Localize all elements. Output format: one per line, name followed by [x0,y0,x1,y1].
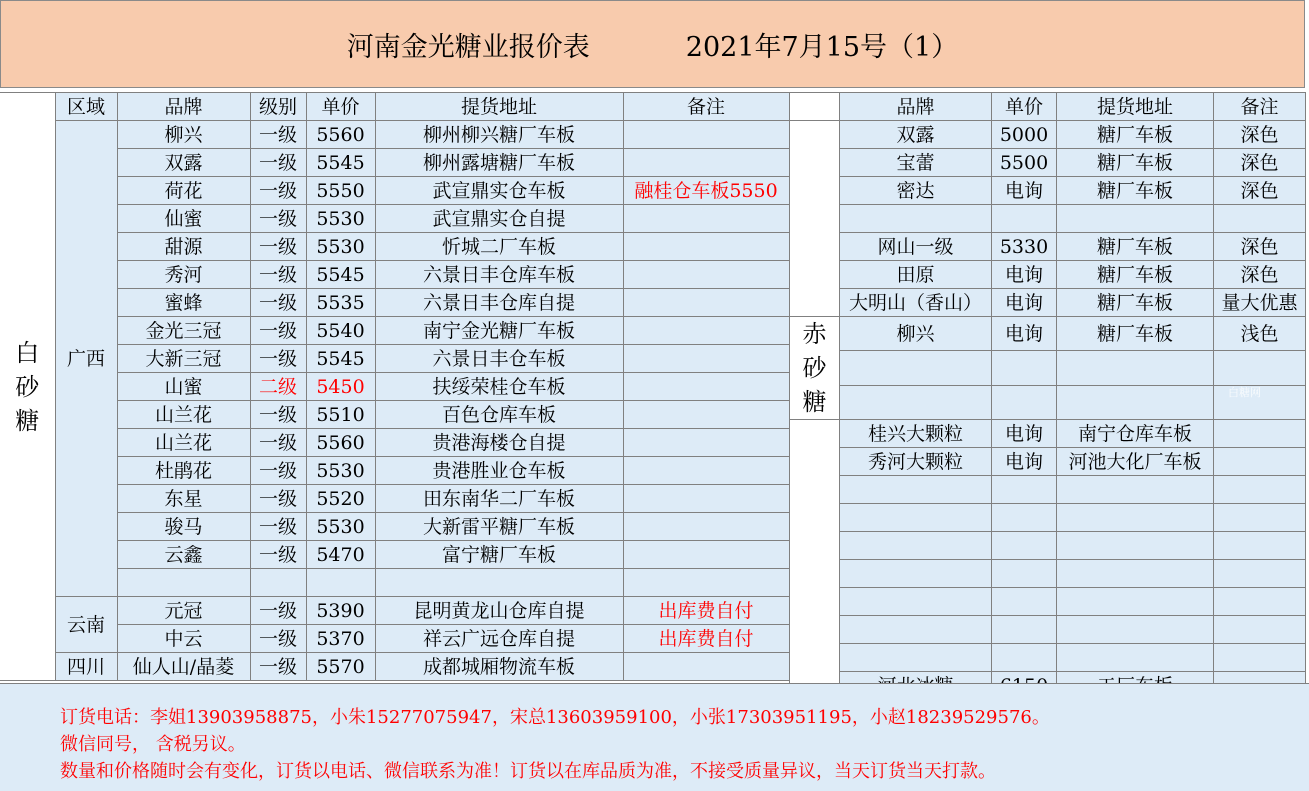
price-cell: 5545 [306,261,375,289]
red-price-cell: 5500 [992,149,1057,177]
brand-cell: 仙人山/晶菱 [117,653,250,681]
note-cell: 出库费自付 [623,625,789,653]
note-cell [623,541,789,569]
price-cell: 5510 [306,401,375,429]
red-note-cell [1214,588,1306,616]
red-note-cell: 深色 [1214,261,1306,289]
red-row [790,504,1306,532]
red-header-cell: 提货地址 [1057,93,1214,121]
sheet-date: 2021年7月15号（1） [685,31,959,63]
brand-cell: 山兰花 [117,429,250,457]
red-address-cell [1057,644,1214,672]
red-price-cell: 电询 [992,261,1057,289]
brand-cell: 东星 [117,485,250,513]
price-cell: 5545 [306,149,375,177]
price-cell: 5450 [306,373,375,401]
note-cell [623,289,789,317]
brand-cell: 山蜜 [117,373,250,401]
white-header-row [0,93,789,121]
address-cell: 南宁金光糖厂车板 [375,317,623,345]
red-price-cell [992,560,1057,588]
white-row [0,149,789,177]
price-cell: 5530 [306,205,375,233]
price-cell: 5545 [306,345,375,373]
red-note-cell: 量大优惠 [1214,289,1306,317]
grade-cell [250,569,306,597]
address-cell: 贵港海楼仓自提 [375,429,623,457]
white-row [0,597,789,625]
red-note-cell [1214,448,1306,476]
white-row [0,401,789,429]
brand-cell: 骏马 [117,513,250,541]
red-brand-cell [840,532,992,560]
price-cell: 5390 [306,597,375,625]
red-row [790,121,1306,149]
red-sugar-label-text: 赤 砂 糖 [802,320,827,416]
address-cell: 成都城厢物流车板 [375,653,623,681]
red-note-cell [1214,504,1306,532]
grade-cell: 一级 [250,317,306,345]
note-cell [623,569,789,597]
red-brand-cell: 柳兴 [840,317,992,351]
grade-cell: 一级 [250,513,306,541]
white-row [0,261,789,289]
red-brand-cell [840,385,992,419]
address-cell: 昆明黄龙山仓库自提 [375,597,623,625]
footer-contact-line: 订货电话：李姐13903958875，小朱15277075947，宋总13603959100，小张17303951195，小赵18239529576。 [60,707,1050,728]
address-cell: 武宣鼎实仓自提 [375,205,623,233]
white-row [0,541,789,569]
red-address-cell [1057,532,1214,560]
price-cell: 5470 [306,541,375,569]
address-cell: 忻城二厂车板 [375,233,623,261]
address-cell: 田东南华二厂车板 [375,485,623,513]
red-row [790,317,1306,351]
red-price-cell [992,351,1057,385]
address-cell: 百色仓库车板 [375,401,623,429]
red-address-cell [1057,476,1214,504]
red-row [790,420,1306,448]
red-header-cell: 备注 [1214,93,1306,121]
red-address-cell: 河池大化厂车板 [1057,448,1214,476]
region-cell: 四川 [55,653,117,681]
white-row [0,233,789,261]
note-cell [623,373,789,401]
red-brand-cell [840,616,992,644]
red-row [790,149,1306,177]
red-address-cell: 糖厂车板 [1057,233,1214,261]
white-sugar-label-text: 白 砂 糖 [15,338,40,435]
red-address-cell [1057,560,1214,588]
red-address-cell [1057,616,1214,644]
price-cell: 5520 [306,485,375,513]
address-cell: 六景日丰仓库自提 [375,289,623,317]
red-row [790,588,1306,616]
red-brand-cell [840,588,992,616]
note-cell [623,317,789,345]
red-brand-cell [840,644,992,672]
white-header-cell: 备注 [623,93,789,121]
price-cell: 5530 [306,513,375,541]
address-cell: 大新雷平糖厂车板 [375,513,623,541]
red-header-cell: 品牌 [840,93,992,121]
brand-cell: 双露 [117,149,250,177]
address-cell: 六景日丰仓库车板 [375,261,623,289]
price-cell: 5570 [306,653,375,681]
red-address-cell [1057,385,1214,419]
red-address-cell: 南宁仓库车板 [1057,420,1214,448]
white-header-cell: 级别 [250,93,306,121]
address-cell: 武宣鼎实仓车板 [375,177,623,205]
red-brand-cell: 桂兴大颗粒 [840,420,992,448]
note-cell [623,457,789,485]
brand-cell: 金光三冠 [117,317,250,345]
grade-cell: 一级 [250,625,306,653]
red-price-cell [992,616,1057,644]
red-row [790,351,1306,385]
red-price-cell [992,644,1057,672]
white-row [0,429,789,457]
red-sugar-label [790,317,840,420]
address-cell [375,569,623,597]
red-note-cell: 深色 [1214,233,1306,261]
price-cell: 5530 [306,233,375,261]
price-cell [306,569,375,597]
red-brand-cell: 双露 [840,121,992,149]
red-price-cell: 电询 [992,289,1057,317]
footer-notice-line: 数量和价格随时会有变化，订货以电话、微信联系为准！订货以在库品质为准，不接受质量异议，当天订货当天打款。 [60,761,996,782]
red-row [790,616,1306,644]
note-cell [623,345,789,373]
red-row [790,644,1306,672]
address-cell: 贵港胜业仓车板 [375,457,623,485]
red-address-cell [1057,351,1214,385]
red-note-cell [1214,616,1306,644]
note-cell: 融桂仓车板5550 [623,177,789,205]
address-cell: 柳州柳兴糖厂车板 [375,121,623,149]
brand-cell [117,569,250,597]
price-cell: 5550 [306,177,375,205]
white-row [0,289,789,317]
brand-cell: 中云 [117,625,250,653]
red-row [790,177,1306,205]
white-header-cell: 品牌 [117,93,250,121]
grade-cell: 一级 [250,597,306,625]
red-price-cell: 电询 [992,317,1057,351]
red-brand-cell [840,504,992,532]
grade-cell: 一级 [250,205,306,233]
red-row [790,289,1306,317]
grade-cell: 一级 [250,541,306,569]
white-row [0,569,789,597]
red-note-cell [1214,420,1306,448]
red-row [790,205,1306,233]
watermark: 白糖网 [1228,386,1261,399]
grade-cell: 一级 [250,429,306,457]
brand-cell: 仙蜜 [117,205,250,233]
grade-cell: 一级 [250,233,306,261]
red-note-cell: 深色 [1214,121,1306,149]
red-address-cell [1057,504,1214,532]
brand-cell: 山兰花 [117,401,250,429]
red-address-cell [1057,588,1214,616]
brand-cell: 云鑫 [117,541,250,569]
red-brand-cell [840,351,992,385]
brand-cell: 柳兴 [117,121,250,149]
price-cell: 5535 [306,289,375,317]
price-cell: 5560 [306,121,375,149]
note-cell: 出库费自付 [623,597,789,625]
red-price-cell: 电询 [992,448,1057,476]
white-row [0,177,789,205]
footer-wechat-line: 微信同号， 含税另议。 [60,734,246,755]
grade-cell: 一级 [250,177,306,205]
note-cell [623,485,789,513]
red-row [790,261,1306,289]
red-brand-cell: 网山一级 [840,233,992,261]
red-address-cell: 糖厂车板 [1057,121,1214,149]
red-row [790,476,1306,504]
red-row [790,233,1306,261]
red-note-cell: 浅色 [1214,317,1306,351]
red-brand-cell: 大明山（香山） [840,289,992,317]
note-cell [623,149,789,177]
region-cell: 广西 [55,121,117,597]
red-price-cell [992,385,1057,419]
red-note-cell [1214,476,1306,504]
grade-cell: 一级 [250,457,306,485]
address-cell: 富宁糖厂车板 [375,541,623,569]
white-row [0,653,789,681]
white-row [0,485,789,513]
red-price-cell [992,588,1057,616]
white-header-cell: 区域 [55,93,117,121]
grade-cell: 一级 [250,485,306,513]
red-address-cell: 糖厂车板 [1057,317,1214,351]
red-note-cell [1214,351,1306,385]
white-row [0,513,789,541]
red-price-cell [992,532,1057,560]
red-brand-cell: 密达 [840,177,992,205]
red-note-cell: 深色 [1214,177,1306,205]
red-price-cell: 电询 [992,420,1057,448]
red-label-spacer-bottom [790,420,840,700]
red-brand-cell: 秀河大颗粒 [840,448,992,476]
red-row [790,560,1306,588]
red-price-cell [992,205,1057,233]
red-note-cell [1214,560,1306,588]
address-cell: 祥云广远仓库自提 [375,625,623,653]
red-price-cell: 5330 [992,233,1057,261]
brand-cell: 秀河 [117,261,250,289]
price-cell: 5370 [306,625,375,653]
red-label-spacer-top [790,121,840,317]
brand-cell: 大新三冠 [117,345,250,373]
grade-cell: 一级 [250,401,306,429]
title-bar [0,0,1305,88]
red-note-cell [1214,532,1306,560]
red-price-cell: 电询 [992,177,1057,205]
white-sugar-label [0,93,55,681]
brand-cell: 荷花 [117,177,250,205]
red-header-row [790,93,1306,121]
grade-cell: 一级 [250,345,306,373]
red-row [790,532,1306,560]
red-address-cell: 糖厂车板 [1057,261,1214,289]
red-sugar-label-spacer [790,93,840,121]
brand-cell: 杜鹃花 [117,457,250,485]
white-row [0,205,789,233]
white-sugar-table [0,92,790,681]
red-brand-cell: 田原 [840,261,992,289]
note-cell [623,233,789,261]
white-row [0,457,789,485]
grade-cell: 一级 [250,261,306,289]
footer [0,683,1309,791]
grade-cell: 一级 [250,121,306,149]
price-cell: 5530 [306,457,375,485]
note-cell [623,205,789,233]
address-cell: 柳州露塘糖厂车板 [375,149,623,177]
note-cell [623,429,789,457]
price-cell: 5540 [306,317,375,345]
note-cell [623,401,789,429]
sheet-title: 河南金光糖业报价表 [346,31,590,63]
red-row [790,448,1306,476]
white-row [0,317,789,345]
red-address-cell: 糖厂车板 [1057,289,1214,317]
grade-cell: 一级 [250,149,306,177]
white-header-cell: 提货地址 [375,93,623,121]
red-note-cell [1214,644,1306,672]
grade-cell: 一级 [250,653,306,681]
grade-cell: 二级 [250,373,306,401]
note-cell [623,653,789,681]
red-note-cell: 深色 [1214,149,1306,177]
red-price-cell: 5000 [992,121,1057,149]
white-row [0,625,789,653]
address-cell: 六景日丰仓车板 [375,345,623,373]
red-brand-cell: 宝蕾 [840,149,992,177]
red-brand-cell [840,205,992,233]
note-cell [623,513,789,541]
white-row [0,373,789,401]
grade-cell: 一级 [250,289,306,317]
red-address-cell: 糖厂车板 [1057,149,1214,177]
red-price-cell [992,504,1057,532]
red-brand-cell [840,476,992,504]
brand-cell: 元冠 [117,597,250,625]
red-address-cell [1057,205,1214,233]
red-address-cell: 糖厂车板 [1057,177,1214,205]
red-header-cell: 单价 [992,93,1057,121]
address-cell: 扶绥荣桂仓车板 [375,373,623,401]
region-cell: 云南 [55,597,117,653]
note-cell [623,121,789,149]
white-row [0,345,789,373]
white-header-cell: 单价 [306,93,375,121]
brand-cell: 蜜蜂 [117,289,250,317]
white-row [0,121,789,149]
brand-cell: 甜源 [117,233,250,261]
price-cell: 5560 [306,429,375,457]
red-price-cell [992,476,1057,504]
red-note-cell [1214,205,1306,233]
red-brand-cell [840,560,992,588]
note-cell [623,261,789,289]
